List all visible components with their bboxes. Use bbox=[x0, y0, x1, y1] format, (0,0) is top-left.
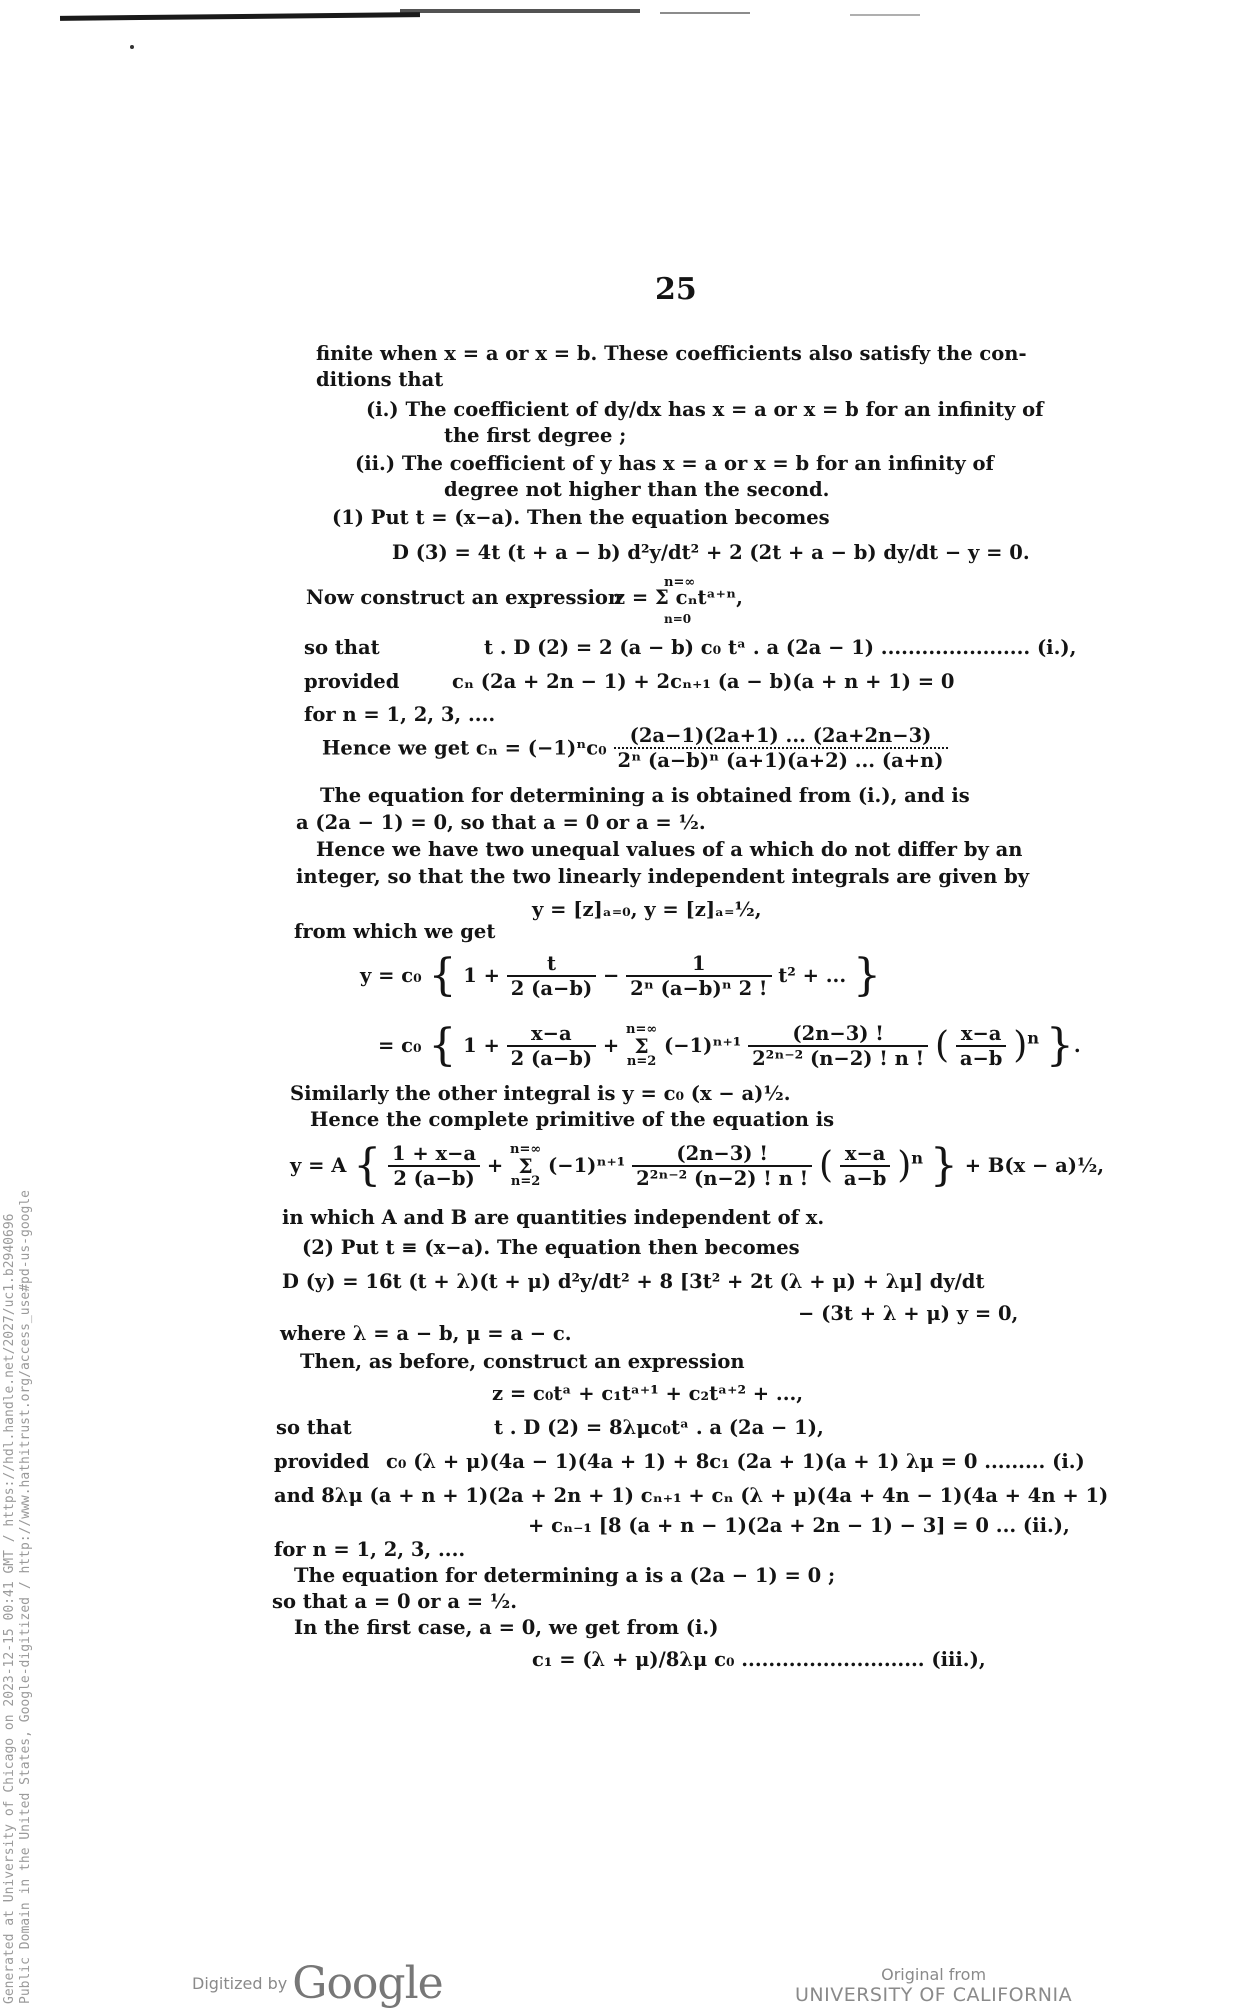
watermark-line: Generated at University of Chicago on 2023-12-15 00:41 GMT / https://hdl.handle.net/2027/uc1.b2940696 bbox=[2, 1213, 17, 2004]
open-paren: ( bbox=[818, 1145, 834, 1186]
text-line: where λ = a − b, μ = a − c. bbox=[280, 1322, 572, 1345]
equation-line: c₁ = (λ + μ)/8λμ c₀ ........................... (iii.), bbox=[532, 1648, 986, 1671]
equation-line: cₙ (2a + 2n − 1) + 2cₙ₊₁ (a − b)(a + n + 1) = 0 bbox=[452, 670, 955, 693]
text-line: Now construct an expression bbox=[306, 586, 623, 609]
numerator: x−a bbox=[840, 1142, 891, 1167]
equation-lhs: y = A bbox=[290, 1154, 347, 1177]
fraction bbox=[507, 952, 596, 1000]
text-line: (2) Put t ≡ (x−a). The equation then becomes bbox=[302, 1236, 800, 1259]
equation-line: c₀ (λ + μ)(4a − 1)(4a + 1) + 8c₁ (2a + 1)(a + 1) λμ = 0 ......... (i.) bbox=[386, 1450, 1085, 1473]
university-name: UNIVERSITY OF CALIFORNIA bbox=[795, 1984, 1073, 2006]
close-paren: ) bbox=[1013, 1025, 1028, 1066]
close-brace: } bbox=[929, 1140, 958, 1191]
fraction bbox=[748, 1022, 928, 1070]
sum-operator bbox=[626, 1023, 657, 1069]
sum-upper-limit: n=∞ bbox=[510, 1141, 542, 1157]
scan-edge-bar bbox=[60, 12, 420, 21]
sigma-symbol: Σ bbox=[634, 1033, 649, 1058]
equation-lhs: = c₀ bbox=[378, 1034, 422, 1057]
text-line: The equation for determining a is obtained from (i.), and is bbox=[320, 784, 970, 807]
text-line: provided bbox=[304, 670, 400, 693]
period: . bbox=[1073, 1034, 1081, 1057]
equation-lhs: Hence we get cₙ = (−1)ⁿc₀ bbox=[322, 736, 607, 760]
series-tail: t² + ... bbox=[778, 964, 847, 987]
close-paren: ) bbox=[897, 1145, 912, 1186]
text-line: for n = 1, 2, 3, .... bbox=[274, 1538, 466, 1561]
denominator: 2²ⁿ⁻² (n−2) ! n ! bbox=[636, 1166, 809, 1190]
original-from-credit bbox=[795, 1965, 1072, 2006]
denominator: 2²ⁿ⁻² (n−2) ! n ! bbox=[752, 1046, 925, 1070]
denominator: 2ⁿ (a−b)ⁿ (a+1)(a+2) ... (a+n) bbox=[617, 749, 944, 772]
digitized-by-google-logo bbox=[192, 1958, 443, 2009]
numerator: x−a bbox=[507, 1022, 596, 1047]
sign-power: (−1)ⁿ⁺¹ bbox=[663, 1034, 742, 1057]
text-line: degree not higher than the second. bbox=[444, 478, 830, 501]
numerator: (2n−3) ! bbox=[632, 1142, 812, 1167]
denominator: 2ⁿ (a−b)ⁿ 2 ! bbox=[630, 976, 768, 1000]
sum-expression: z = Σ cₙtᵃ⁺ⁿ, bbox=[614, 586, 743, 609]
text-line: so that bbox=[276, 1416, 352, 1439]
open-paren: ( bbox=[934, 1025, 950, 1066]
scan-edge-bar bbox=[400, 9, 640, 13]
text-line: (i.) The coefficient of dy/dx has x = a or x = b for an infinity of bbox=[366, 398, 1044, 421]
equation-series-1 bbox=[360, 950, 881, 1001]
plus-term: 1 + bbox=[463, 1034, 500, 1057]
equation-line: z = c₀tᵃ + c₁tᵃ⁺¹ + c₂tᵃ⁺² + ..., bbox=[492, 1382, 804, 1405]
denominator: 2 (a−b) bbox=[510, 976, 593, 1000]
close-brace: } bbox=[1045, 1020, 1074, 1071]
scan-speck bbox=[130, 45, 134, 49]
numerator: t bbox=[507, 952, 596, 977]
denominator: 2 (a−b) bbox=[393, 1166, 475, 1190]
sign-power: (−1)ⁿ⁺¹ bbox=[548, 1154, 626, 1177]
fraction bbox=[956, 1022, 1007, 1070]
equation-line: and 8λμ (a + n + 1)(2a + 2n + 1) cₙ₊₁ + cₙ (λ + μ)(4a + 4n − 1)(4a + 4n + 1) bbox=[274, 1484, 1109, 1507]
text-line: a (2a − 1) = 0, so that a = 0 or a = ½. bbox=[296, 811, 706, 834]
numerator: x−a bbox=[956, 1022, 1007, 1047]
text-line: provided bbox=[274, 1450, 370, 1473]
text-line: Hence the complete primitive of the equation is bbox=[310, 1108, 835, 1131]
page-number: 25 bbox=[655, 272, 697, 307]
plus-term: 1 + bbox=[463, 964, 500, 987]
fraction bbox=[507, 1022, 596, 1070]
exponent: n bbox=[911, 1148, 924, 1168]
equation-series-2 bbox=[378, 1020, 1081, 1071]
text-line: so that bbox=[304, 636, 380, 659]
equation-lhs: y = c₀ bbox=[360, 964, 422, 987]
sum-upper-limit: n=∞ bbox=[664, 575, 696, 590]
scan-edge-bar bbox=[660, 12, 750, 14]
numerator: (2n−3) ! bbox=[748, 1022, 928, 1047]
text-line: ditions that bbox=[316, 368, 444, 391]
plus-sign: + bbox=[486, 1154, 511, 1177]
numerator: (2a−1)(2a+1) ... (2a+2n−3) bbox=[614, 724, 948, 749]
text-line: from which we get bbox=[294, 920, 496, 943]
text-line: Then, as before, construct an expression bbox=[300, 1350, 745, 1373]
google-wordmark: Google bbox=[292, 1958, 443, 2009]
exponent: n bbox=[1027, 1028, 1040, 1048]
scan-edge-bar bbox=[850, 14, 920, 16]
close-brace: } bbox=[852, 950, 881, 1001]
text-line: In the first case, a = 0, we get from (i.) bbox=[294, 1616, 719, 1639]
sum-upper-limit: n=∞ bbox=[626, 1021, 658, 1037]
open-brace: { bbox=[428, 950, 457, 1001]
denominator: a−b bbox=[843, 1166, 887, 1190]
equation-cn bbox=[322, 724, 948, 772]
hathitrust-watermark bbox=[2, 1004, 34, 2004]
plus-sign: + bbox=[602, 1034, 626, 1057]
text-line: The equation for determining a is a (2a − 1) = 0 ; bbox=[294, 1564, 836, 1587]
sigma-symbol: Σ bbox=[518, 1153, 533, 1178]
open-brace: { bbox=[353, 1140, 382, 1191]
numerator: 1 bbox=[626, 952, 771, 977]
equation-line: t . D (2) = 8λμc₀tᵃ . a (2a − 1), bbox=[494, 1416, 824, 1439]
text-line: Similarly the other integral is y = c₀ (x − a)½. bbox=[290, 1082, 791, 1105]
fraction bbox=[840, 1142, 891, 1190]
fraction bbox=[632, 1142, 812, 1190]
denominator: a−b bbox=[959, 1046, 1003, 1070]
sum-lower-limit: n=0 bbox=[664, 612, 692, 626]
text-line: (1) Put t = (x−a). Then the equation becomes bbox=[332, 506, 830, 529]
equation-line: y = [z]ₐ₌₀, y = [z]ₐ₌½, bbox=[532, 898, 762, 921]
text-line: finite when x = a or x = b. These coefficients also satisfy the con- bbox=[316, 342, 1027, 365]
equation-line: D (3) = 4t (t + a − b) d²y/dt² + 2 (2t + a − b) dy/dt − y = 0. bbox=[392, 541, 1030, 564]
equation-line: + cₙ₋₁ [8 (a + n − 1)(2a + 2n − 1) − 3] = 0 ... (ii.), bbox=[528, 1514, 1070, 1537]
text-line: in which A and B are quantities independent of x. bbox=[282, 1206, 825, 1229]
sum-lower-limit: n=2 bbox=[510, 1173, 541, 1189]
equation-line: t . D (2) = 2 (a − b) c₀ tᵃ . a (2a − 1) ...................... (i.), bbox=[484, 636, 1077, 659]
sum-operator bbox=[510, 1143, 541, 1189]
sum-lower-limit: n=2 bbox=[626, 1053, 657, 1069]
digitized-by-label: Digitized by bbox=[192, 1974, 288, 1993]
denominator: 2 (a−b) bbox=[510, 1046, 593, 1070]
fraction bbox=[388, 1142, 480, 1190]
primitive-tail: + B(x − a)½, bbox=[964, 1154, 1105, 1177]
text-line: so that a = 0 or a = ½. bbox=[272, 1590, 518, 1613]
fraction bbox=[614, 724, 948, 772]
numerator: 1 + x−a bbox=[388, 1142, 480, 1167]
fraction bbox=[626, 952, 771, 1000]
open-brace: { bbox=[428, 1020, 457, 1071]
text-line: integer, so that the two linearly independent integrals are given by bbox=[296, 865, 1030, 888]
original-from-label: Original from bbox=[881, 1965, 987, 1984]
equation-line: − (3t + λ + μ) y = 0, bbox=[798, 1302, 1019, 1325]
watermark-line: Public Domain in the United States, Google-digitized / http://www.hathitrust.org/access_use#pd-us-google bbox=[18, 1190, 33, 2004]
text-line: for n = 1, 2, 3, .... bbox=[304, 703, 496, 726]
text-line: Hence we have two unequal values of a which do not differ by an bbox=[316, 838, 1023, 861]
equation-line: D (y) = 16t (t + λ)(t + μ) d²y/dt² + 8 [3t² + 2t (λ + μ) + λμ] dy/dt bbox=[282, 1270, 985, 1293]
equation-primitive bbox=[290, 1140, 1104, 1191]
text-line: (ii.) The coefficient of y has x = a or x = b for an infinity of bbox=[355, 452, 994, 475]
text-line: the first degree ; bbox=[444, 424, 627, 447]
minus-sign: − bbox=[602, 964, 627, 987]
